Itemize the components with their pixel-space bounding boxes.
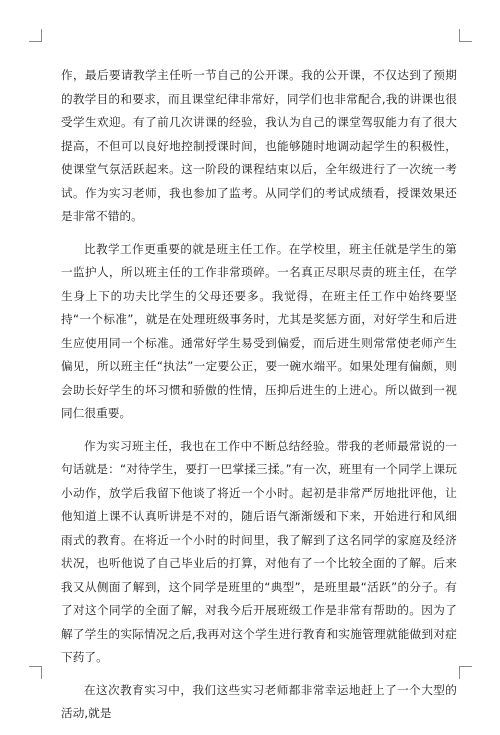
- crop-mark-top-right: [459, 29, 472, 42]
- crop-mark-top-left: [29, 29, 42, 42]
- paragraph-2: 比教学工作更重要的就是班主任工作。在学校里，班主任就是学生的第一监护人，所以班主任的工作非常琐碎。一名真正尽职尽责的班主任，在学生身上下的功夫比学生的父母还要多。我觉得，在班主任工作中始终要坚持“一个标准”，就是在处理班级事务时，尤其是奖惩方面，对好学生和后进生应使用同一个标准。通常好学生易受到偏爱，而后进生则常常使老师产生偏见，所以班主任“执法”一定要公正，要一碗水端平。如果处理有偏颇，则会助长好学生的坏习惯和骄傲的性情，压抑后进生的上进心。所以做到一视同仁很重要。: [61, 241, 457, 420]
- document-body: [61, 64, 457, 735]
- crop-mark-bottom-right: [459, 666, 472, 679]
- paragraph-3: 作为实习班主任，我也在工作中不断总结经验。带我的老师最常说的一句话就是：“对待学生，要打一巴掌揉三揉。”有一次，班里有一个同学上课玩小动作，放学后我留下他谈了将近一个小时。起初是非常严厉地批评他，让他知道上课不认真听讲是不对的，随后语气渐渐缓和下来，开始进行和风细雨式的教育。在将近一个小时的时间里，我了解到了这名同学的家庭及经济状况，也听他说了自己毕业后的打算，对他有了一个比较全面的了解。后来我又从侧面了解到，这个同学是班里的“典型”，是班里最“活跃”的分子。有了对这个同学的全面了解，对我今后开展班级工作是非常有帮助的。因为了解了学生的实际情况之后,我再对这个学生进行教育和实施管理就能做到对症下药了。: [61, 438, 457, 664]
- paragraph-1: 作，最后要请教学主任听一节自己的公开课。我的公开课，不仅达到了预期的教学目的和要求，而且课堂纪律非常好，同学们也非常配合,我的讲课也很受学生欢迎。有了前几次讲课的经验，我认为自己的课堂驾驭能力有了很大提高，不但可以良好地控制授课时间，也能够随时地调动起学生的积极性，使课堂气氛活跃起来。这一阶段的课程结束以后，全年级进行了一次统一考试。作为实习老师，我也参加了监考。从同学们的考试成绩看，授课效果还是非常不错的。: [61, 68, 457, 223]
- paragraph-4: 在这次教育实习中，我们这些实习老师都非常幸运地赶上了一个大型的活动,就是: [61, 682, 457, 720]
- crop-mark-bottom-left: [29, 666, 42, 679]
